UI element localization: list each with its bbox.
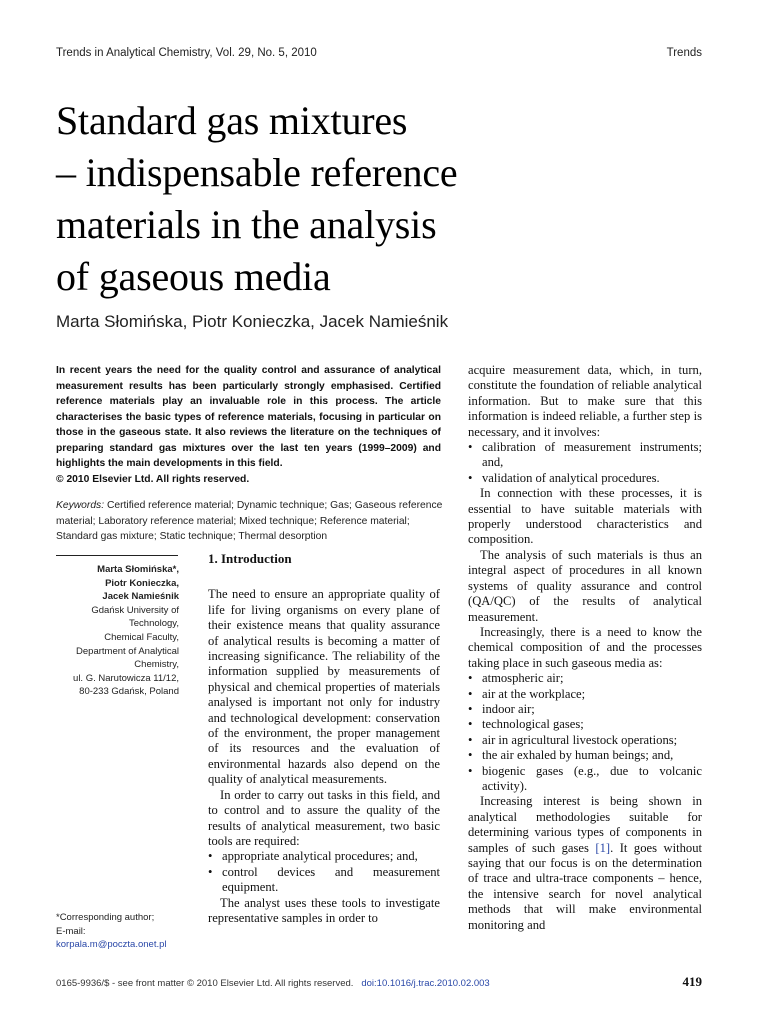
author-list: Marta Słomińska, Piotr Konieczka, Jacek Namieśnik <box>56 312 449 331</box>
affiliation-line: Chemical Faculty, <box>104 631 179 643</box>
list-item: • calibration of measurement instruments; and, <box>468 440 702 471</box>
list-item: • the air exhaled by human beings; and, <box>468 748 702 763</box>
copyright-line: © 2010 Elsevier Ltd. All rights reserved. <box>56 473 250 485</box>
running-head <box>56 47 702 59</box>
paragraph: The analyst uses these tools to investigate representative samples in order to <box>208 895 440 925</box>
keywords-label: Keywords: <box>56 500 105 511</box>
keywords-text: Certified reference material; Dynamic technique; Gas; Gaseous reference material; Laboratory reference material; Mixed technique; Reference material; Standard gas mixture; Static technique; Thermal desorption <box>56 500 443 542</box>
affiliation-line: 80-233 Gdańsk, Poland <box>79 686 179 698</box>
list-item: • appropriate analytical procedures; and, <box>208 849 440 864</box>
affiliation-line: Gdańsk University of <box>91 604 179 616</box>
abstract-text: In recent years the need for the quality control and assurance of analytical measurement results has been particularly strongly emphasised. Certified reference materials play an invaluable role in this process. The article characterises the basic types of reference materials, focusing in particular on those in the gaseous state. It also reviews the literature on the techniques of preparing standard gas mixtures over the last ten years (1999–2009) and highlights the main developments in this field. <box>56 365 441 469</box>
paragraph: Increasingly, there is a need to know the chemical composition of and the processes taking place in such gaseous media as: <box>468 624 702 670</box>
body-column-right <box>468 363 702 933</box>
list-item: • control devices and measurement equipment. <box>208 865 440 896</box>
list-item: • atmospheric air; <box>468 671 702 686</box>
affiliation-author: Marta Słomińska*, <box>97 564 179 575</box>
page-number: 419 <box>682 974 702 989</box>
affiliation-line: ul. G. Narutowicza 11/12, <box>73 672 179 684</box>
email-link[interactable]: korpala.m@poczta.onet.pl <box>56 939 167 951</box>
paragraph-text: . It goes without saying that our focus is on the determination of trace and ultra-trace components – hence, the intensive search for novel analytical methods that will make environmental monitoring and <box>468 840 702 932</box>
title-line: Standard gas mixtures <box>56 98 408 143</box>
citation-link[interactable]: [1] <box>595 840 611 855</box>
bullet-list <box>468 440 702 486</box>
affiliation-line: Department of Analytical <box>76 645 179 657</box>
list-item: • air in agricultural livestock operations; <box>468 733 702 748</box>
doi-link[interactable]: doi:10.1016/j.trac.2010.02.003 <box>361 978 490 989</box>
corresponding-author-note <box>56 911 196 952</box>
title-line: of gaseous media <box>56 254 331 299</box>
list-item: • biogenic gases (e.g., due to volcanic activity). <box>468 764 702 795</box>
paragraph: In order to carry out tasks in this field, and to control and to assure the quality of the results of analytical measurement, two basic tools are required: <box>208 787 440 848</box>
affiliation-line: Technology, <box>129 618 179 630</box>
issn-note: 0165-9936/$ - see front matter © 2010 Elsevier Ltd. All rights reserved. <box>56 978 354 989</box>
corresponding-author-label: *Corresponding author; <box>56 912 155 923</box>
email-label: E-mail: <box>56 925 86 937</box>
article-title <box>56 95 576 303</box>
page-footer <box>56 974 702 989</box>
abstract <box>56 363 441 487</box>
title-line: – indispensable reference <box>56 150 458 195</box>
journal-citation: Trends in Analytical Chemistry, Vol. 29, No. 5, 2010 <box>56 47 317 59</box>
affiliation-author: Piotr Konieczka, <box>105 577 179 589</box>
list-item: • indoor air; <box>468 702 702 717</box>
list-item: • technological gases; <box>468 717 702 732</box>
affiliation-author: Jacek Namieśnik <box>102 591 179 603</box>
list-item: • validation of analytical procedures. <box>468 471 702 486</box>
affiliation-divider <box>56 555 178 556</box>
list-item: • air at the workplace; <box>468 687 702 702</box>
author-affiliation <box>56 563 179 699</box>
body-column-middle <box>208 551 440 926</box>
keywords <box>56 498 446 545</box>
affiliation-line: Chemistry, <box>134 659 179 671</box>
bullet-list <box>208 849 440 895</box>
paragraph: In connection with these processes, it is essential to have suitable materials with properly understood characteristics and composition. <box>468 486 702 547</box>
section-label: Trends <box>666 47 702 59</box>
paragraph <box>468 794 702 933</box>
bullet-list <box>468 671 702 794</box>
title-line: materials in the analysis <box>56 202 437 247</box>
paragraph-text: Increasing interest is being shown in analytical methodologies suitable for determining various types of components in samples of such gases <box>468 794 702 855</box>
paragraph: The need to ensure an appropriate quality of life for living organisms on every plane of their existence means that quality assurance of analytical results is becoming a matter of increasing significance. The reliability of the information supplied by measurements of physical and chemical properties of materials analysed is important not only for industry and technological development: conservation of the environment, the proper management of its resources and the evaluation of environmental hazards also depend on the quality of analytical measurements. <box>208 587 440 787</box>
paragraph: The analysis of such materials is thus an integral aspect of procedures in all known systems of quality assurance and control (QA/QC) of the results of analytical measurement. <box>468 547 702 624</box>
section-heading: 1. Introduction <box>208 551 292 566</box>
paragraph: acquire measurement data, which, in turn, constitute the foundation of reliable analytical information. But to make sure that this information is indeed reliable, a further step is necessary, and it involves: <box>468 363 702 439</box>
